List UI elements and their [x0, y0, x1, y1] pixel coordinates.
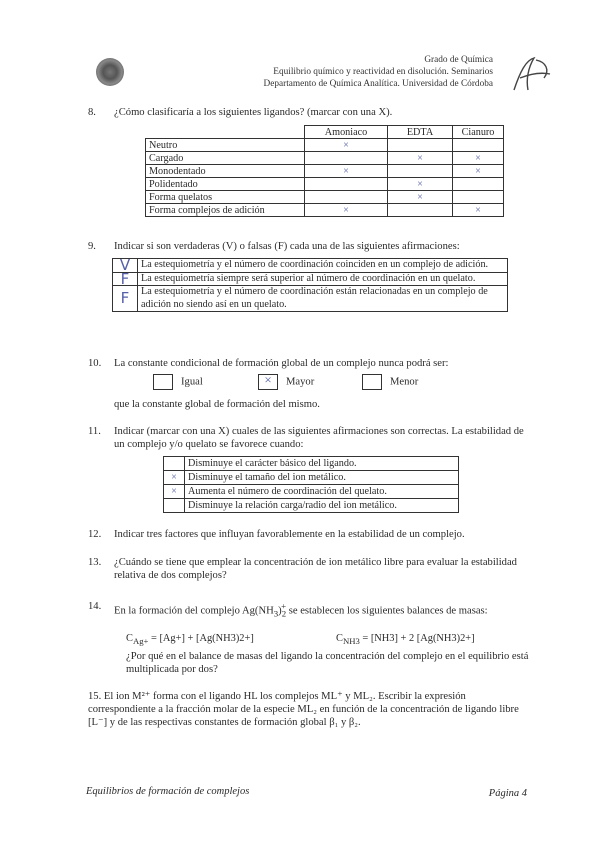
question-13 [88, 556, 532, 582]
q11-text: Indicar (marcar con una X) cuales de las siguientes afirmaciones son correctas. La estabilidad de un complejo y/o quelato se favorece cuando: [114, 426, 524, 450]
mark-cell [305, 152, 388, 165]
statement-cell: La estequiometría siempre será superior al número de coordinación en un quelato. [138, 272, 508, 286]
answer-cell: × [164, 471, 185, 485]
row-label: Forma quelatos [146, 191, 305, 204]
eq2-sub: NH3 [342, 636, 360, 647]
question-15 [88, 690, 532, 729]
q13-number: 13. [88, 557, 102, 568]
statement-cell: La estequiometría y el número de coordinación coinciden en un complejo de adición. [138, 259, 508, 273]
answer-cell: F [113, 272, 138, 286]
ligand-table [145, 125, 504, 217]
answer-cell [164, 457, 185, 471]
q11-number: 11. [88, 426, 101, 437]
table-row [146, 204, 504, 217]
mark-cell: × [453, 204, 504, 217]
option-menor: Menor [390, 376, 419, 388]
mark-cell: × [305, 165, 388, 178]
mark-cell: × [453, 152, 504, 165]
checkbox-igual[interactable] [153, 374, 173, 390]
col-cianuro: Cianuro [453, 126, 504, 139]
q10-option-mayor [258, 374, 314, 390]
statement-cell: La estequiometría y el número de coordinación están relacionadas en un complejo de adición no siendo así en un quelato. [138, 286, 508, 312]
row-label: Forma complejos de adición [146, 204, 305, 217]
mark-cell [453, 191, 504, 204]
answer-cell: × [164, 485, 185, 499]
header-line-1: Grado de Química [424, 55, 493, 65]
q12-number: 12. [88, 529, 102, 540]
question-11 [88, 425, 532, 451]
eq1-sub: Ag+ [132, 636, 149, 647]
mark-cell [453, 178, 504, 191]
header-line-3: Departamento de Química Analítica. Universidad de Córdoba [263, 79, 493, 89]
q13-text: ¿Cuándo se tiene que emplear la concentración de ion metálico libre para evaluar la estabilidad relativa de dos complejos? [114, 557, 517, 581]
document-header [263, 54, 493, 90]
mark-x: × [264, 372, 272, 387]
question-14: 14. En la formación del complejo $Ag(NH_3)_2^+$ se establecen los siguientes balances de masas: [88, 601, 488, 619]
mark-cell: × [305, 204, 388, 217]
table-row [113, 272, 508, 286]
q9-text: Indicar si son verdaderas (V) o falsas (F) cada una de las siguientes afirmaciones: [114, 241, 460, 252]
statement-cell: Aumenta el número de coordinación del quelato. [185, 485, 459, 499]
ligand-table-header [146, 126, 504, 139]
mark-cell: × [388, 191, 453, 204]
option-igual: Igual [181, 376, 203, 388]
q14-number: 14. [88, 601, 102, 612]
mark-cell [388, 204, 453, 217]
q15-number: 15. [88, 691, 102, 702]
eq1-symbol: C [126, 633, 133, 644]
table-row [113, 259, 508, 273]
table-row [164, 499, 459, 513]
answer-cell [164, 499, 185, 513]
mass-balance-nh3 [336, 632, 475, 648]
table-row [146, 191, 504, 204]
answer-cell: F [113, 286, 138, 312]
q10-number: 10. [88, 358, 102, 369]
mark-cell [305, 191, 388, 204]
q10-option-menor [362, 374, 418, 390]
q8-text: ¿Cómo clasificaría a los siguientes ligandos? (marcar con una X). [114, 107, 393, 118]
table-row [164, 485, 459, 499]
table-row [164, 471, 459, 485]
q10-text: La constante condicional de formación global de un complejo nunca podrá ser: [114, 358, 449, 369]
question-8 [88, 106, 392, 119]
header-line-2: Equilibrio químico y reactividad en disolución. Seminarios [273, 67, 493, 77]
page-number: Página 4 [488, 788, 527, 799]
option-mayor: Mayor [286, 376, 315, 388]
q10-tail: que la constante global de formación del mismo. [114, 399, 320, 410]
question-10 [88, 357, 448, 370]
mark-cell [453, 139, 504, 152]
q9-number: 9. [88, 241, 96, 252]
q10-options [153, 374, 203, 390]
row-label: Monodentado [146, 165, 305, 178]
question-9 [88, 240, 460, 253]
col-edta: EDTA [388, 126, 453, 139]
university-seal [96, 58, 124, 86]
table-row [146, 165, 504, 178]
eq1-rhs: = [Ag+] + [Ag(NH3)2+] [148, 633, 254, 644]
row-label: Neutro [146, 139, 305, 152]
row-label: Polidentado [146, 178, 305, 191]
mark-cell: × [453, 165, 504, 178]
q15-text: El ion M²⁺ forma con el ligando HL los complejos ML⁺ y ML₂. Escribir la expresión correspondiente a la fracción molar de la especie ML₂ en función de la concentración de ligando libre [L⁻] y de las respectivas constantes de formación global β₁ y β₂. [88, 691, 519, 728]
mark-cell: × [388, 178, 453, 191]
mark-cell: × [388, 152, 453, 165]
q14-question: ¿Por qué en el balance de masas del ligando la concentración del complejo en el equilibrio está multiplicada por dos? [126, 651, 529, 675]
true-false-table [112, 258, 508, 312]
col-amoniaco: Amoniaco [305, 126, 388, 139]
table-row [146, 152, 504, 165]
table-row [146, 178, 504, 191]
blank-cell [146, 126, 305, 139]
row-label: Cargado [146, 152, 305, 165]
mass-balance-ag [126, 632, 254, 648]
eq2-rhs: = [NH3] + 2 [Ag(NH3)2+] [359, 633, 475, 644]
mark-cell [388, 165, 453, 178]
statement-cell: Disminuye el tamaño del ion metálico. [185, 471, 459, 485]
q14-text-a: En la formación del complejo Ag(NH [114, 605, 274, 617]
question-12 [88, 528, 465, 541]
q14-text-c: se establecen los siguientes balances de masas: [286, 605, 488, 617]
table-row [164, 457, 459, 471]
stability-table [163, 456, 459, 513]
table-row [146, 139, 504, 152]
statement-cell: Disminuye la relación carga/radio del ion metálico. [185, 499, 459, 513]
footer-title: Equilibrios de formación de complejos [86, 786, 250, 797]
q8-number: 8. [88, 107, 96, 118]
statement-cell: Disminuye el carácter básico del ligando. [185, 457, 459, 471]
mark-cell [388, 139, 453, 152]
table-row [113, 286, 508, 312]
eq2-symbol: C [336, 633, 343, 644]
checkbox-menor[interactable] [362, 374, 382, 390]
answer-cell: V [113, 259, 138, 273]
signature-logo [506, 52, 556, 96]
q12-text: Indicar tres factores que influyan favorablemente en la estabilidad de un complejo. [114, 529, 465, 540]
checkbox-mayor[interactable] [258, 374, 278, 390]
mark-cell [305, 178, 388, 191]
mark-cell: × [305, 139, 388, 152]
q14-text-b: ) [278, 605, 282, 617]
